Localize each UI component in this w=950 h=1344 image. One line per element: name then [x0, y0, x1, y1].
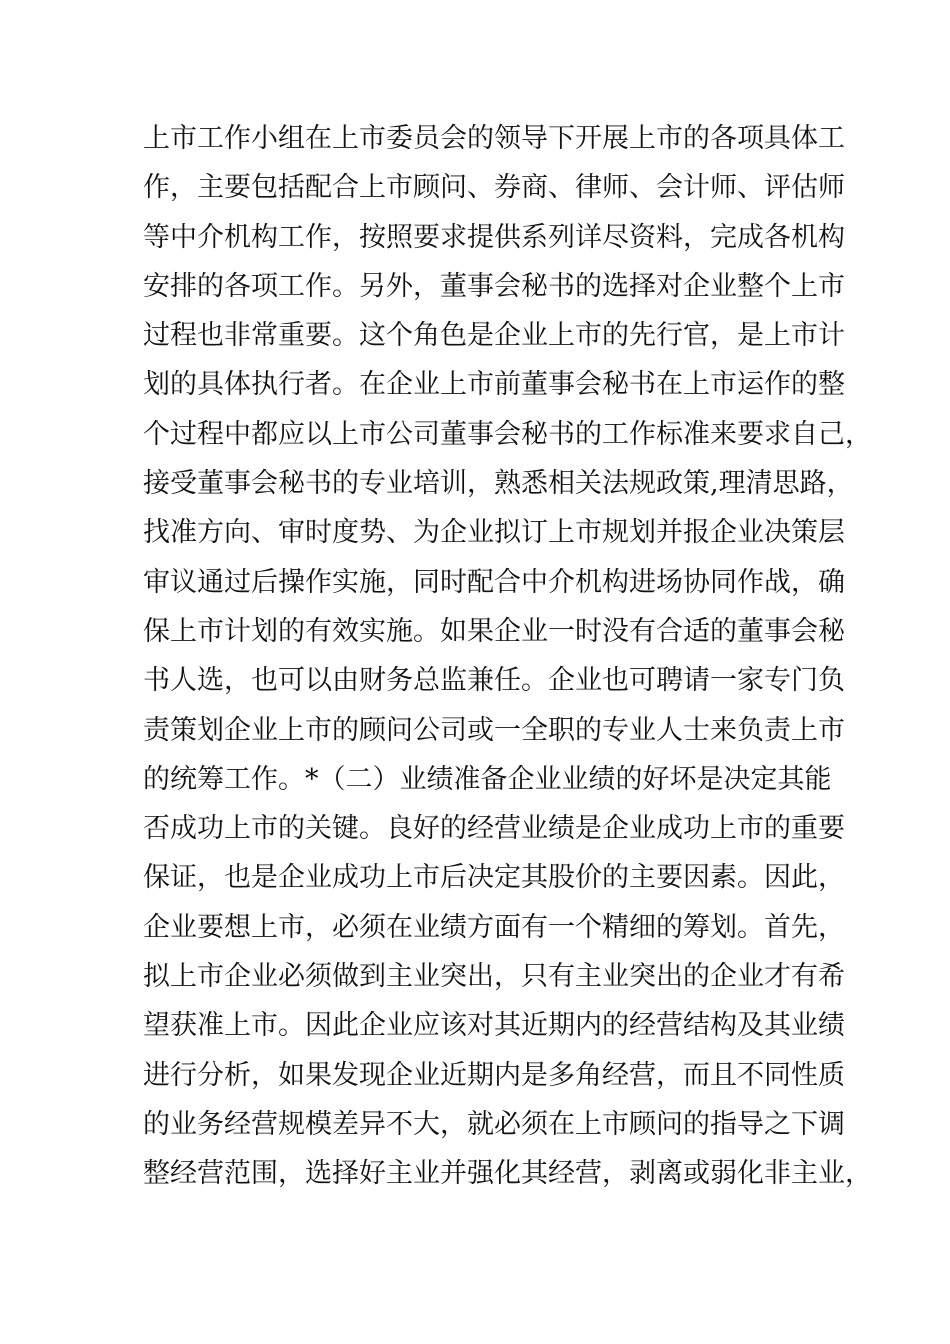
text-line: 等中介机构工作，按照要求提供系列详尽资料，完成各机构: [143, 221, 845, 253]
text-line: 保上市计划的有效实施。如果企业一时没有合适的董事会秘: [143, 615, 845, 647]
text-line: 拟上市企业必须做到主业突出，只有主业突出的企业才有希: [143, 961, 845, 993]
text-line: 接受董事会秘书的专业培训，熟悉相关法规政策,理清思路，: [143, 468, 854, 500]
text-line: 企业要想上市，必须在业绩方面有一个精细的筹划。首先，: [143, 911, 845, 943]
text-line: 的统筹工作。*（二）业绩准备企业业绩的好坏是决定其能: [143, 763, 832, 795]
text-line: 上市工作小组在上市委员会的领导下开展上市的各项具体工: [143, 123, 845, 154]
text-line: 整经营范围，选择好主业并强化其经营，剥离或弱化非主业，: [143, 1158, 872, 1190]
text-line: 书人选，也可以由财务总监兼任。企业也可聘请一家专门负: [143, 665, 845, 697]
text-line: 划的具体执行者。在企业上市前董事会秘书在上市运作的整: [143, 369, 845, 401]
text-line: 的业务经营规模差异不大，就必须在上市顾问的指导之下调: [143, 1108, 845, 1140]
text-line: 作，主要包括配合上市顾问、券商、律师、会计师、评估师: [143, 172, 845, 204]
text-line: 过程也非常重要。这个角色是企业上市的先行官，是上市计: [143, 320, 845, 352]
text-line: 安排的各项工作。另外，董事会秘书的选择对企业整个上市: [143, 270, 845, 302]
text-line: 保证，也是企业成功上市后决定其股价的主要因素。因此，: [143, 862, 845, 894]
text-line: 责策划企业上市的顾问公司或一全职的专业人士来负责上市: [143, 714, 845, 746]
body-paragraph: [143, 114, 872, 1199]
text-line: 找准方向、审时度势、为企业拟订上市规划并报企业决策层: [143, 517, 845, 549]
text-line: 个过程中都应以上市公司董事会秘书的工作标准来要求自己，: [143, 418, 872, 450]
text-line: 审议通过后操作实施，同时配合中介机构进场协同作战，确: [143, 566, 845, 598]
text-line: 进行分析，如果发现企业近期内是多角经营，而且不同性质: [143, 1059, 845, 1091]
text-line: 否成功上市的关键。良好的经营业绩是企业成功上市的重要: [143, 813, 845, 845]
text-line: 望获准上市。因此企业应该对其近期内的经营结构及其业绩: [143, 1010, 845, 1042]
